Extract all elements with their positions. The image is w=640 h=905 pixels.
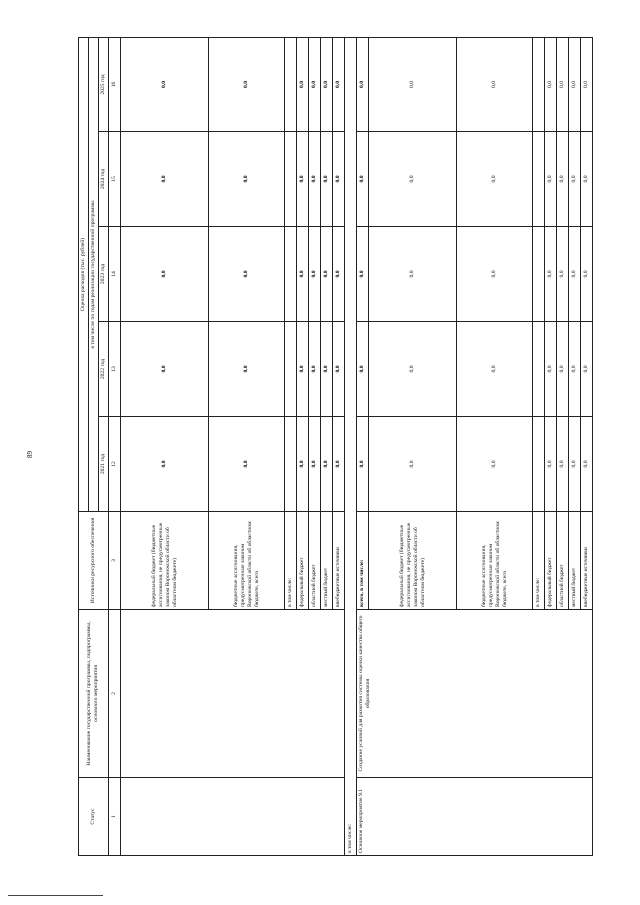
value-cell [284, 132, 296, 227]
footnote-rule [8, 895, 103, 896]
value-cell: 0,0 [320, 227, 332, 322]
value-cell: 0,0 [457, 417, 532, 512]
header-name: Наименование государственной программы, подпрограммы, основного мероприятия [79, 610, 109, 778]
table-row [120, 37, 209, 855]
name-cell: Создание условий для развития системы оценки качества общего образования [356, 610, 592, 778]
value-cell: 0,0 [209, 37, 284, 131]
column-number: 2 [108, 610, 120, 778]
value-cell: 0,0 [544, 227, 556, 322]
value-cell: 0,0 [332, 227, 344, 322]
value-cell: 0,0 [296, 322, 308, 417]
value-cell: 0,0 [332, 417, 344, 512]
value-cell: 0,0 [457, 227, 532, 322]
source-cell: местный бюджет [568, 512, 580, 610]
value-cell [284, 227, 296, 322]
header-estimate: Оценка расходов (тыс. рублей) [79, 37, 89, 511]
value-cell: 0,0 [320, 37, 332, 131]
value-cell: 0,0 [368, 132, 457, 227]
value-cell: 0,0 [580, 227, 592, 322]
column-number: 12 [108, 417, 120, 512]
value-cell: 0,0 [209, 322, 284, 417]
value-cell: 0,0 [356, 227, 368, 322]
column-number: 3 [108, 512, 120, 610]
header-year: 2024 год [98, 132, 108, 227]
header-year: 2023 год [98, 227, 108, 322]
value-cell [532, 322, 544, 417]
budget-table [78, 37, 593, 856]
status-label-row [344, 37, 356, 855]
value-cell: 0,0 [356, 322, 368, 417]
header-year: 2022 год [98, 322, 108, 417]
value-cell: 0,0 [356, 37, 368, 131]
value-cell: 0,0 [568, 37, 580, 131]
value-cell: 0,0 [356, 417, 368, 512]
value-cell: 0,0 [368, 417, 457, 512]
source-cell: бюджетные ассигнования, предусмотренные законом Воронежской области об областном бюджете, всего [209, 512, 284, 610]
value-cell: 0,0 [209, 132, 284, 227]
value-cell: 0,0 [308, 227, 320, 322]
table-row [356, 37, 368, 855]
value-cell: 0,0 [580, 132, 592, 227]
source-cell: в том числе: [284, 512, 296, 610]
header-year: 2021 год [98, 417, 108, 512]
value-cell: 0,0 [320, 417, 332, 512]
value-cell: 0,0 [568, 132, 580, 227]
value-cell: 0,0 [457, 37, 532, 131]
source-cell: в том числе: [532, 512, 544, 610]
source-cell: федеральный бюджет (бюджетные ассигнования, не предусмотренные законом Воронежской области об областном бюджете) [120, 512, 209, 610]
value-cell: 0,0 [368, 37, 457, 131]
value-cell: 0,0 [457, 132, 532, 227]
value-cell [284, 37, 296, 131]
value-cell: 0,0 [296, 132, 308, 227]
value-cell: 0,0 [209, 227, 284, 322]
value-cell [532, 417, 544, 512]
source-cell: областной бюджет [556, 512, 568, 610]
source-cell: федеральный бюджет [544, 512, 556, 610]
value-cell: 0,0 [120, 322, 209, 417]
value-cell: 0,0 [120, 37, 209, 131]
value-cell: 0,0 [120, 227, 209, 322]
source-cell: федеральный бюджет [296, 512, 308, 610]
value-cell: 0,0 [544, 322, 556, 417]
page-number: 89 [26, 451, 34, 458]
value-cell: 0,0 [580, 322, 592, 417]
value-cell: 0,0 [368, 227, 457, 322]
value-cell: 0,0 [120, 417, 209, 512]
column-number: 13 [108, 322, 120, 417]
value-cell: 0,0 [320, 132, 332, 227]
value-cell: 0,0 [568, 227, 580, 322]
status-label: в том числе: [344, 37, 356, 855]
value-cell [532, 37, 544, 131]
header-status: Статус [79, 778, 109, 856]
value-cell: 0,0 [568, 417, 580, 512]
value-cell: 0,0 [368, 322, 457, 417]
value-cell: 0,0 [308, 132, 320, 227]
rotated-table-sheet [78, 38, 593, 856]
value-cell: 0,0 [556, 37, 568, 131]
value-cell: 0,0 [320, 322, 332, 417]
value-cell: 0,0 [332, 37, 344, 131]
column-number: 16 [108, 37, 120, 131]
value-cell: 0,0 [120, 132, 209, 227]
value-cell: 0,0 [568, 322, 580, 417]
value-cell [284, 322, 296, 417]
column-number: 14 [108, 227, 120, 322]
value-cell: 0,0 [544, 417, 556, 512]
value-cell: 0,0 [457, 322, 532, 417]
source-cell: внебюджетные источники [332, 512, 344, 610]
value-cell [532, 227, 544, 322]
value-cell: 0,0 [296, 417, 308, 512]
status-cell [120, 778, 344, 856]
source-cell: федеральный бюджет (бюджетные ассигнования, не предусмотренные законом Воронежской области об областном бюджете) [368, 512, 457, 610]
value-cell: 0,0 [580, 417, 592, 512]
value-cell: 0,0 [356, 132, 368, 227]
value-cell: 0,0 [308, 417, 320, 512]
header-year: 2025 год [98, 37, 108, 131]
value-cell: 0,0 [556, 417, 568, 512]
column-number: 15 [108, 132, 120, 227]
value-cell: 0,0 [296, 37, 308, 131]
source-cell: внебюджетные источники [580, 512, 592, 610]
source-cell: областной бюджет [308, 512, 320, 610]
value-cell: 0,0 [332, 322, 344, 417]
value-cell: 0,0 [332, 132, 344, 227]
source-cell: всего, в том числе: [356, 512, 368, 610]
value-cell [284, 417, 296, 512]
status-cell: Основное мероприятие 9.1 [356, 778, 592, 856]
header-by-year: в том числе по годам реализации государственной программы [88, 37, 98, 511]
value-cell: 0,0 [580, 37, 592, 131]
value-cell: 0,0 [556, 227, 568, 322]
value-cell: 0,0 [556, 322, 568, 417]
value-cell: 0,0 [308, 322, 320, 417]
value-cell: 0,0 [544, 37, 556, 131]
value-cell: 0,0 [544, 132, 556, 227]
value-cell: 0,0 [296, 227, 308, 322]
value-cell: 0,0 [556, 132, 568, 227]
value-cell [532, 132, 544, 227]
value-cell: 0,0 [209, 417, 284, 512]
column-number: 1 [108, 778, 120, 856]
source-cell: местный бюджет [320, 512, 332, 610]
header-source: Источники ресурсного обеспечения [79, 512, 109, 610]
source-cell: бюджетные ассигнования, предусмотренные законом Воронежской области об областном бюджете, всего [457, 512, 532, 610]
name-cell [120, 610, 344, 778]
value-cell: 0,0 [308, 37, 320, 131]
column-number-row [108, 37, 120, 855]
